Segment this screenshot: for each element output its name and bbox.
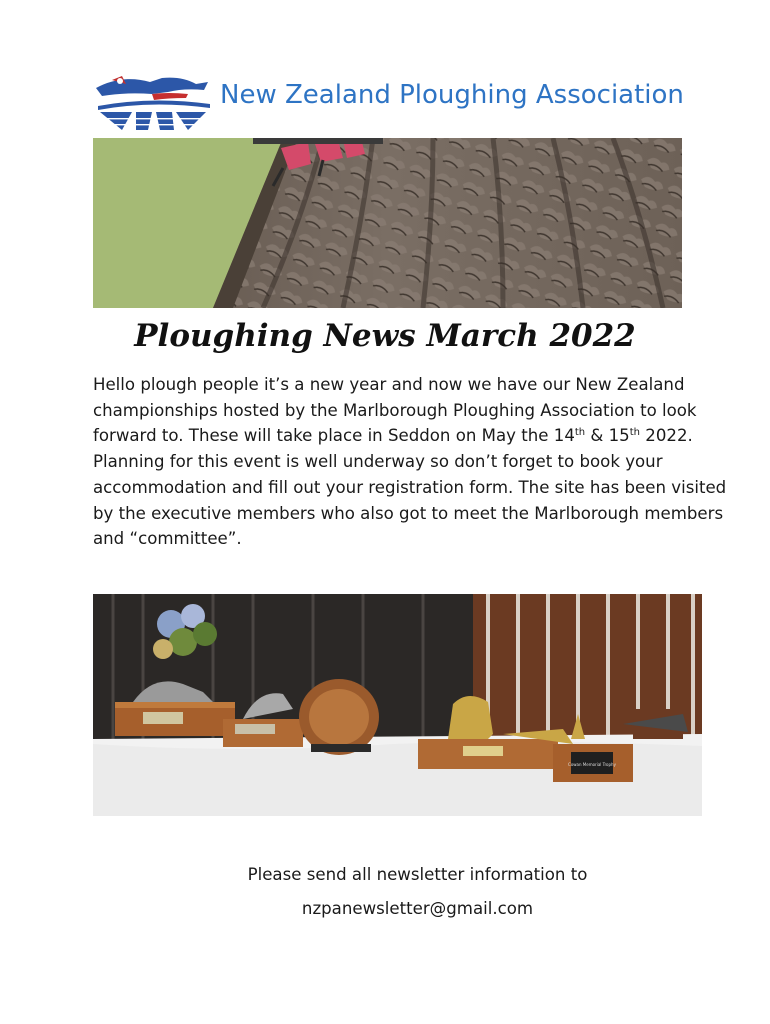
footer-text: Please send all newsletter information to <box>247 865 588 884</box>
trophy-plaque-text: Cowan Memorial Trophy <box>568 762 616 767</box>
intro-text-part3: 2022. Planning for this event is well underway so don’t forget to book your accommodation and fill out your registration form. The site has been visited by the executive members who also got to meet the Marlborough members and “committee”. <box>93 426 727 549</box>
footer-email[interactable]: nzpanewsletter@gmail.com <box>301 899 534 918</box>
intro-text-part1: Hello plough people it’s a new year and now we have our New Zealand championships hosted by the Marlborough Ploughing Association to look forward to. These will take place in Seddon on May the 14 <box>93 375 697 446</box>
intro-paragraph <box>93 372 738 552</box>
ordinal-suffix-1: th <box>574 427 586 439</box>
plough-logo-icon <box>92 70 214 132</box>
org-name: New Zealand Ploughing Association <box>220 80 684 110</box>
intro-text-part2: & 15 <box>585 426 630 446</box>
header <box>92 70 692 132</box>
ordinal-suffix-2: th <box>629 427 641 439</box>
newsletter-title: Ploughing News March 2022 <box>134 318 636 354</box>
trophies-photo <box>93 594 702 816</box>
ploughed-field-photo <box>93 138 682 308</box>
